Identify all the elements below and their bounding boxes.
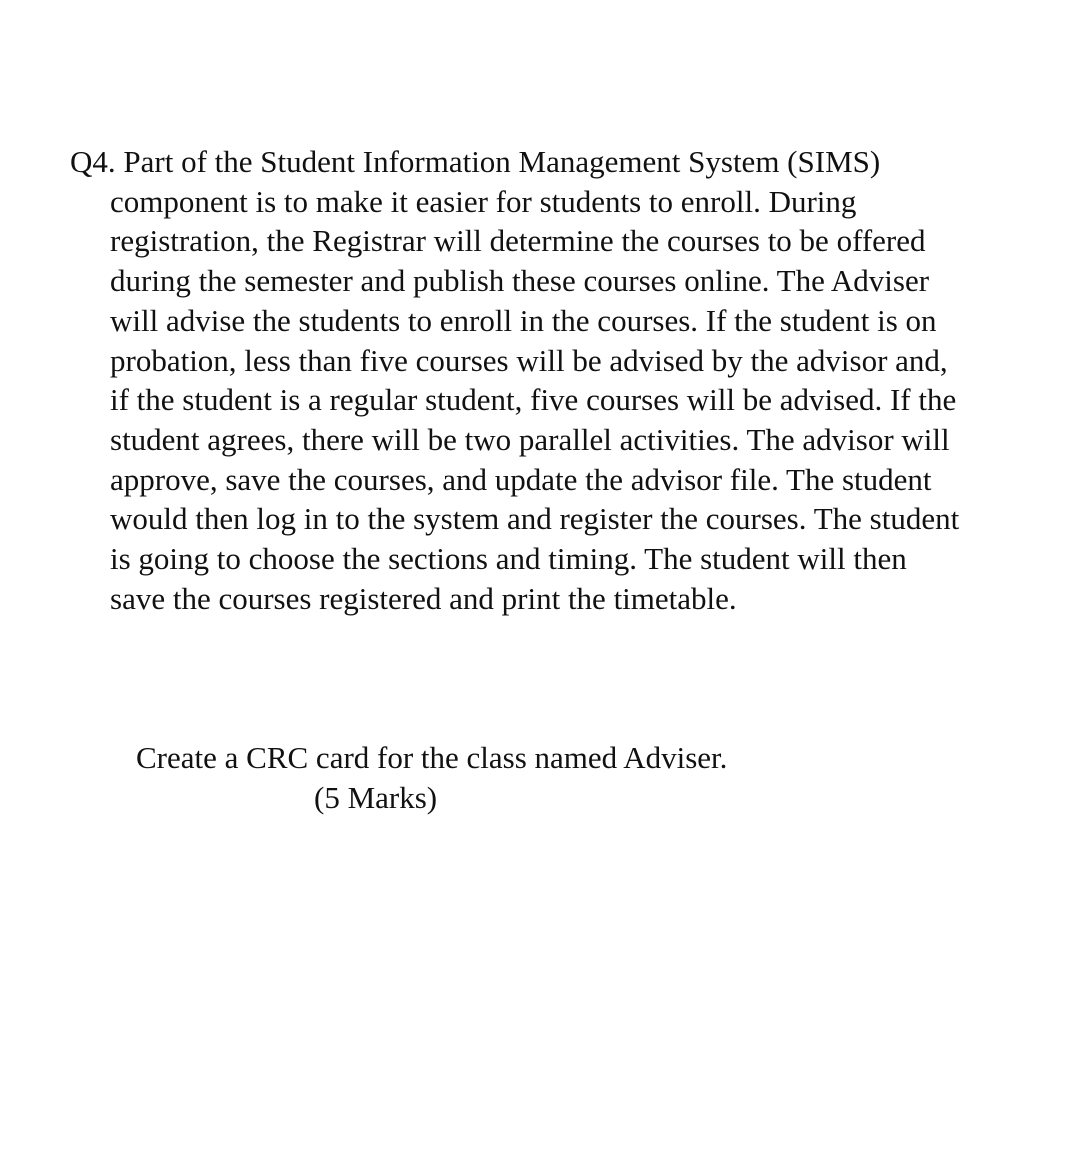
question-line: approve, save the courses, and update the advisor file. The student	[110, 461, 932, 497]
question-line: during the semester and publish these courses online. The Adviser	[110, 263, 930, 299]
question-line: component is to make it easier for students to enroll. During	[110, 183, 857, 219]
task-instruction: Create a CRC card for the class named Adviser.	[136, 740, 728, 775]
question-line: would then log in to the system and register the courses. The student	[110, 501, 960, 537]
question-line: Q4. Part of the Student Information Management System (SIMS)	[70, 144, 881, 179]
question-line: student agrees, there will be two parallel activities. The advisor will	[110, 421, 950, 457]
question-line: if the student is a regular student, five courses will be advised. If the	[110, 382, 957, 418]
question-line: save the courses registered and print the timetable.	[110, 580, 737, 616]
question-line: will advise the students to enroll in the courses. If the student is on	[110, 302, 937, 338]
question-paragraph	[70, 142, 1060, 618]
question-line: is going to choose the sections and timing. The student will then	[110, 541, 907, 577]
marks-label: (5 Marks)	[314, 780, 438, 815]
question-line: probation, less than five courses will be advised by the advisor and,	[110, 342, 948, 378]
question-line: registration, the Registrar will determine the courses to be offered	[110, 223, 926, 259]
